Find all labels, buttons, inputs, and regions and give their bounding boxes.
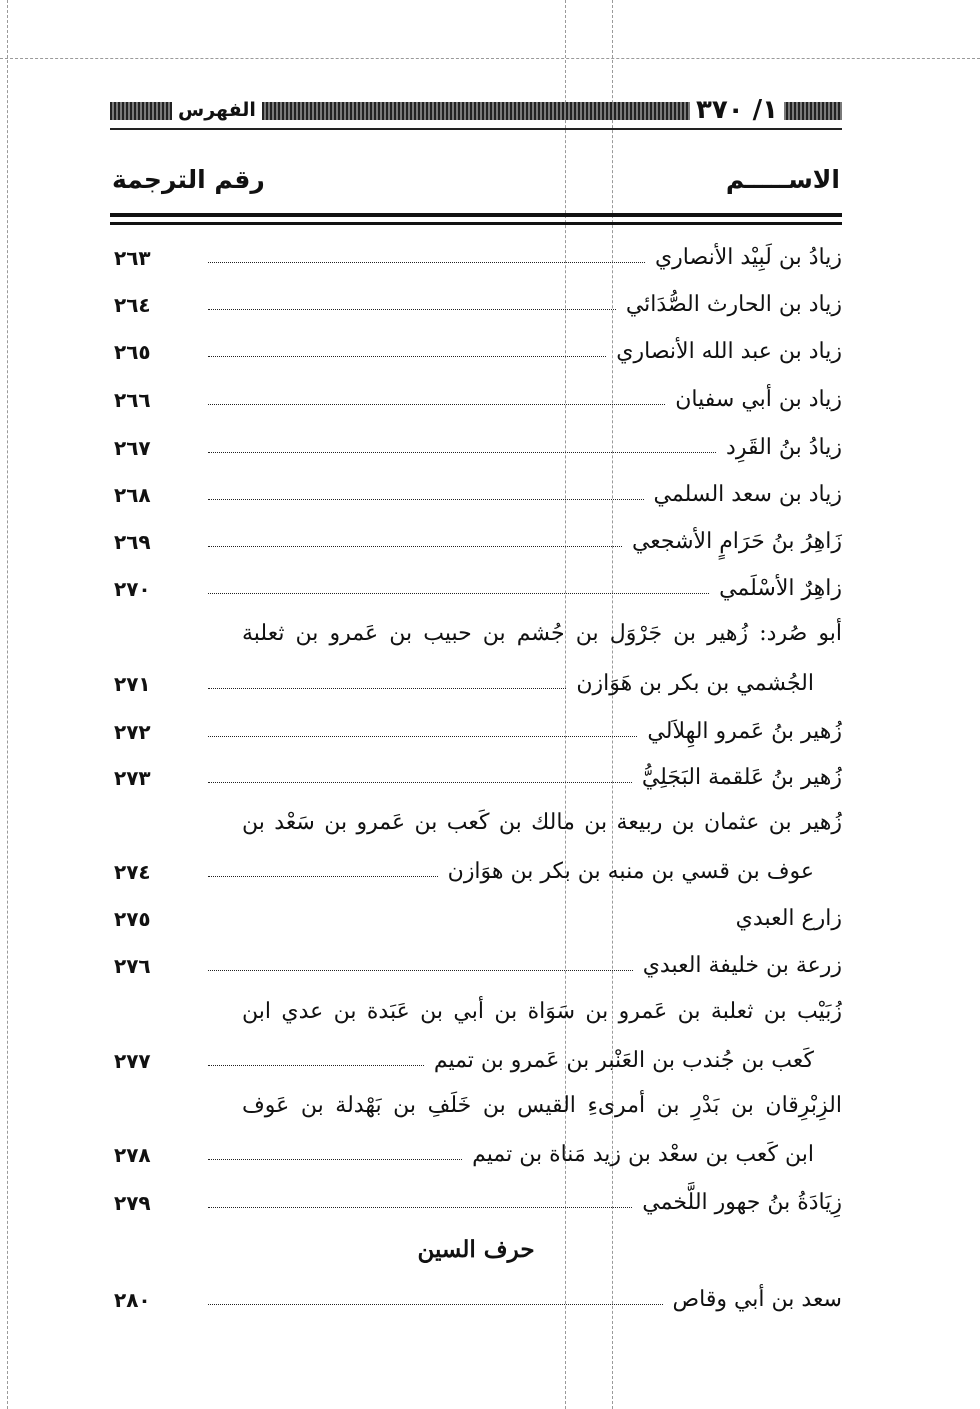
entry-name: زاهِرٌ الأسْلَمي — [719, 576, 842, 601]
heading-rule — [110, 222, 842, 225]
dot-leader — [208, 499, 644, 500]
index-entry — [110, 236, 842, 278]
index-entry — [110, 378, 842, 420]
entry-name: سعد بن أبي وقاص — [672, 1287, 842, 1312]
entry-name: زِيَادَةُ بنُ جهور اللَّخمي — [642, 1190, 842, 1215]
entry-name: كَعب بن جُندب بن العَنْبر بن عَمرو بن تميم — [433, 1048, 814, 1073]
index-entry — [110, 330, 842, 372]
index-entry — [110, 897, 842, 939]
dot-leader — [208, 593, 709, 594]
entry-first-line: زُبَيْب بن ثعلبة بن عَمرو بن سَوَاة بن أبي بن عَبَدة بن عدي ابن — [242, 999, 842, 1024]
index-entry — [110, 426, 842, 468]
entry-name: زُهير بنُ عَلقمة البَجَلِيُّ — [641, 765, 842, 790]
dot-leader — [208, 356, 606, 357]
entry-number: ٢٦٦ — [114, 388, 151, 412]
dot-leader — [208, 404, 665, 405]
running-header-title: الفهرس — [172, 95, 262, 125]
dot-leader — [208, 970, 633, 971]
entry-first-line: أبو صُرد: زُهير بن جَرْوَل بن جُشم بن حبيب بن عَمرو بن ثعلبة — [242, 621, 842, 646]
dot-leader — [208, 262, 645, 263]
scan-edge-line — [7, 0, 8, 1409]
entry-number: ٢٧٣ — [114, 766, 151, 790]
entry-number: ٢٦٧ — [114, 436, 151, 460]
index-entry — [110, 283, 842, 325]
dot-leader — [208, 546, 622, 547]
entry-number: ٢٧١ — [114, 672, 151, 696]
scan-edge-line — [0, 58, 980, 59]
entry-number: ٢٧٤ — [114, 860, 151, 884]
index-entry — [110, 473, 842, 515]
index-entry — [110, 1133, 842, 1175]
entry-name: زياد بن عبد الله الأنصاري — [616, 339, 842, 364]
entry-number: ٢٧٢ — [114, 720, 151, 744]
index-entry — [110, 567, 842, 609]
entry-number: ٢٧٥ — [114, 907, 151, 931]
column-heading-name: الاســـــم — [725, 165, 840, 194]
index-entry — [110, 1278, 842, 1320]
entry-first-line: زُهير بن عثمان بن ربيعة بن مالك بن كَعب بن عَمرو بن سَعْد بن — [242, 810, 842, 835]
header-rule — [110, 128, 842, 130]
entry-number: ٢٧٩ — [114, 1191, 151, 1215]
index-entry — [110, 1039, 842, 1081]
entry-name: عوف بن قسي بن منبه بن بكر بن هوَازن — [447, 859, 814, 884]
dot-leader — [208, 452, 716, 453]
entry-name: زياد بن أبي سفيان — [675, 387, 842, 412]
entry-name: زرعة بن خليفة العبدي — [642, 953, 842, 978]
column-heading-number: رقم الترجمة — [112, 165, 265, 194]
entry-name: زُهير بنُ عَمرو الهِلاَلي — [647, 719, 842, 744]
entry-name: زيادُ بن لَبِيْد الأنصاري — [654, 245, 842, 270]
entry-name: زارع العبدي — [735, 906, 842, 931]
dot-leader — [208, 688, 566, 689]
dot-leader — [208, 1304, 663, 1305]
heading-rule — [110, 213, 842, 217]
index-entry — [110, 710, 842, 752]
entry-number: ٢٦٣ — [114, 246, 151, 270]
dot-leader — [208, 876, 438, 877]
dot-leader — [208, 1207, 632, 1208]
entry-number: ٢٧٠ — [114, 577, 151, 601]
dot-leader — [208, 782, 632, 783]
entry-name: زَاهِرُ بنُ حَرَامٍ الأشجعي — [631, 529, 842, 554]
entry-number: ٢٦٨ — [114, 483, 151, 507]
entry-number: ٢٦٩ — [114, 530, 151, 554]
entry-name: زياد بن الحارث الصُّدَائي — [625, 292, 842, 317]
index-entry — [110, 1181, 842, 1223]
entry-number: ٢٧٦ — [114, 954, 151, 978]
entry-name: ابن كَعب بن سعْد بن زيد مَناة بن تميم — [472, 1142, 814, 1167]
entry-number: ٢٧٨ — [114, 1143, 151, 1167]
dot-leader — [208, 1159, 462, 1160]
entry-number: ٢٦٤ — [114, 293, 151, 317]
entry-number: ٢٦٥ — [114, 340, 151, 364]
index-entry — [110, 520, 842, 562]
index-entry — [110, 850, 842, 892]
index-entry — [110, 944, 842, 986]
page-reference: ١/ ٣٧٠ — [690, 95, 784, 125]
dot-leader — [208, 736, 637, 737]
entry-name: زياد بن سعد السلمي — [653, 482, 842, 507]
index-entry — [110, 662, 842, 704]
entry-number: ٢٧٧ — [114, 1049, 151, 1073]
dot-leader — [208, 923, 726, 924]
index-entry — [110, 756, 842, 798]
entry-number: ٢٨٠ — [114, 1288, 151, 1312]
entry-name: الجُشمي بن بكر بن هَوَازن — [576, 671, 814, 696]
entry-name: زيادُ بنُ القَرِد — [726, 435, 842, 460]
dot-leader — [208, 309, 616, 310]
section-heading: حرف السين — [417, 1236, 535, 1263]
entry-first-line: الزِبْرِقان بن بَدْرِ بن أمرىءِ القيس بن خَلَفِ بن بَهْدلة بن عَوف — [242, 1093, 842, 1118]
dot-leader — [208, 1065, 424, 1066]
